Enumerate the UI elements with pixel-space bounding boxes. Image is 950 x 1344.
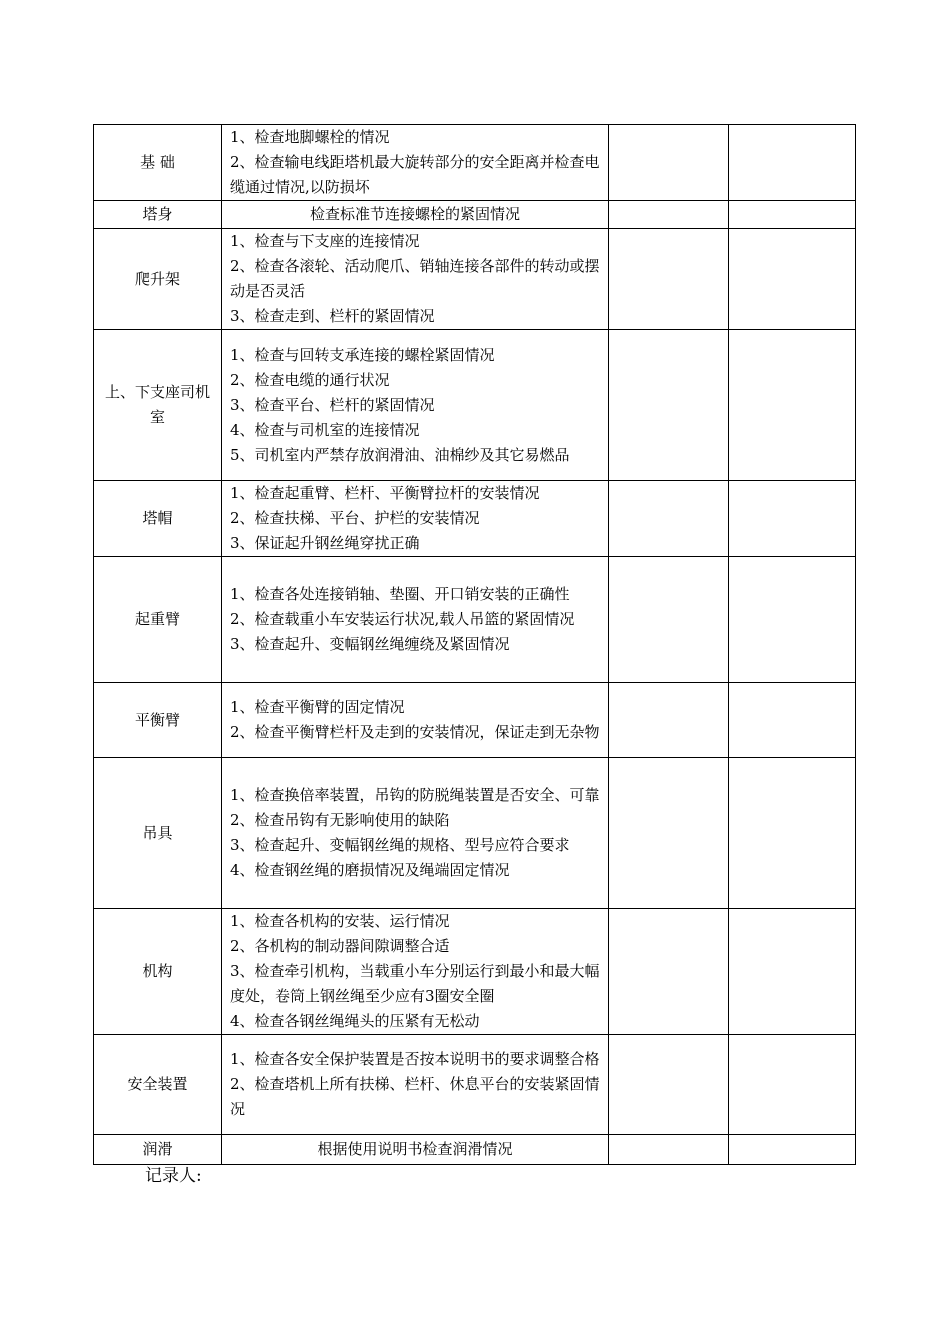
check-items-cell [222, 557, 609, 683]
table-row [94, 330, 856, 481]
result-cell[interactable] [609, 909, 729, 1035]
remark-cell[interactable] [729, 1135, 856, 1165]
check-item: 1、检查平衡臂的固定情况 [230, 698, 405, 716]
check-items-cell [222, 330, 609, 481]
result-cell[interactable] [609, 683, 729, 758]
check-items-cell [222, 909, 609, 1035]
check-item: 2、检查载重小车安装运行状况,载人吊篮的紧固情况 [230, 610, 575, 628]
check-items-cell [222, 683, 609, 758]
recorder-label: 记录人: [145, 1166, 202, 1186]
check-item: 2、检查输电线距塔机最大旋转部分的安全距离并检查电缆通过情况,以防损坏 [230, 153, 600, 196]
check-items-cell [222, 125, 609, 201]
result-cell[interactable] [609, 1135, 729, 1165]
part-name-cell: 起重臂 [94, 557, 222, 683]
part-name-cell: 塔帽 [94, 481, 222, 557]
check-item: 3、检查走到、栏杆的紧固情况 [230, 307, 435, 325]
check-item: 4、检查钢丝绳的磨损情况及绳端固定情况 [230, 861, 510, 879]
result-cell[interactable] [609, 229, 729, 330]
part-name-cell: 机构 [94, 909, 222, 1035]
result-cell[interactable] [609, 330, 729, 481]
remark-cell[interactable] [729, 125, 856, 201]
remark-cell[interactable] [729, 758, 856, 909]
check-item: 3、检查起升、变幅钢丝绳缠绕及紧固情况 [230, 635, 510, 653]
part-name-cell: 塔身 [94, 201, 222, 229]
part-name-cell: 润滑 [94, 1135, 222, 1165]
table-row [94, 557, 856, 683]
result-cell[interactable] [609, 481, 729, 557]
table-row [94, 201, 856, 229]
result-cell[interactable] [609, 1035, 729, 1135]
check-items-cell [222, 201, 609, 229]
check-items-cell [222, 229, 609, 330]
remark-cell[interactable] [729, 229, 856, 330]
result-cell[interactable] [609, 758, 729, 909]
check-items-cell [222, 758, 609, 909]
part-name-cell: 吊具 [94, 758, 222, 909]
part-name-cell: 上、下支座司机室 [94, 330, 222, 481]
remark-cell[interactable] [729, 1035, 856, 1135]
check-item: 1、检查各安全保护装置是否按本说明书的要求调整合格 [230, 1050, 600, 1068]
table-row [94, 229, 856, 330]
check-item: 3、保证起升钢丝绳穿扰正确 [230, 534, 420, 552]
remark-cell[interactable] [729, 330, 856, 481]
check-item: 4、检查各钢丝绳绳头的压紧有无松动 [230, 1012, 480, 1030]
check-item: 1、检查起重臂、栏杆、平衡臂拉杆的安装情况 [230, 484, 540, 502]
check-item: 2、检查电缆的通行状况 [230, 370, 390, 389]
check-item: 检查标准节连接螺栓的紧固情况 [309, 205, 520, 223]
check-item: 3、检查牵引机构，当载重小车分别运行到最小和最大幅度处，卷筒上钢丝绳至少应有3圈安全圈 [230, 962, 600, 1005]
part-name-cell: 安全装置 [94, 1035, 222, 1135]
check-item: 1、检查换倍率装置，吊钩的防脱绳装置是否安全、可靠 [230, 786, 600, 804]
result-cell[interactable] [609, 557, 729, 683]
part-name-cell: 基 础 [94, 125, 222, 201]
check-item: 2、检查吊钩有无影响使用的缺陷 [230, 811, 450, 829]
check-item: 1、检查各机构的安装、运行情况 [230, 912, 450, 930]
check-item: 3、检查起升、变幅钢丝绳的规格、型号应符合要求 [230, 836, 570, 854]
part-name-cell: 爬升架 [94, 229, 222, 330]
check-item: 5、司机室内严禁存放润滑油、油棉纱及其它易燃品 [230, 445, 570, 464]
part-name-cell: 平衡臂 [94, 683, 222, 758]
remark-cell[interactable] [729, 201, 856, 229]
table-row [94, 125, 856, 201]
check-item: 2、检查各滚轮、活动爬爪、销轴连接各部件的转动或摆动是否灵活 [230, 257, 600, 300]
check-item: 2、检查扶梯、平台、护栏的安装情况 [230, 509, 480, 527]
remark-cell[interactable] [729, 557, 856, 683]
result-cell[interactable] [609, 125, 729, 201]
check-item: 2、检查塔机上所有扶梯、栏杆、休息平台的安装紧固情况 [230, 1075, 600, 1118]
check-items-cell [222, 481, 609, 557]
table-row [94, 1135, 856, 1165]
table-row [94, 683, 856, 758]
check-item: 2、各机构的制动器间隙调整合适 [230, 937, 450, 955]
check-item: 2、检查平衡臂栏杆及走到的安装情况，保证走到无杂物 [230, 723, 600, 741]
result-cell[interactable] [609, 201, 729, 229]
inspection-table-body [94, 125, 856, 1165]
inspection-table [93, 124, 856, 1165]
table-row [94, 481, 856, 557]
check-items-cell [222, 1035, 609, 1135]
check-items-cell [222, 1135, 609, 1165]
remark-cell[interactable] [729, 909, 856, 1035]
check-item: 3、检查平台、栏杆的紧固情况 [230, 395, 435, 414]
check-item: 根据使用说明书检查润滑情况 [317, 1140, 513, 1158]
check-item: 1、检查地脚螺栓的情况 [230, 128, 390, 146]
check-item: 1、检查与下支座的连接情况 [230, 232, 420, 250]
table-row [94, 1035, 856, 1135]
remark-cell[interactable] [729, 481, 856, 557]
check-item: 1、检查各处连接销轴、垫圈、开口销安装的正确性 [230, 585, 570, 603]
table-row [94, 758, 856, 909]
check-item: 4、检查与司机室的连接情况 [230, 420, 420, 439]
table-row [94, 909, 856, 1035]
remark-cell[interactable] [729, 683, 856, 758]
check-item: 1、检查与回转支承连接的螺栓紧固情况 [230, 345, 495, 364]
